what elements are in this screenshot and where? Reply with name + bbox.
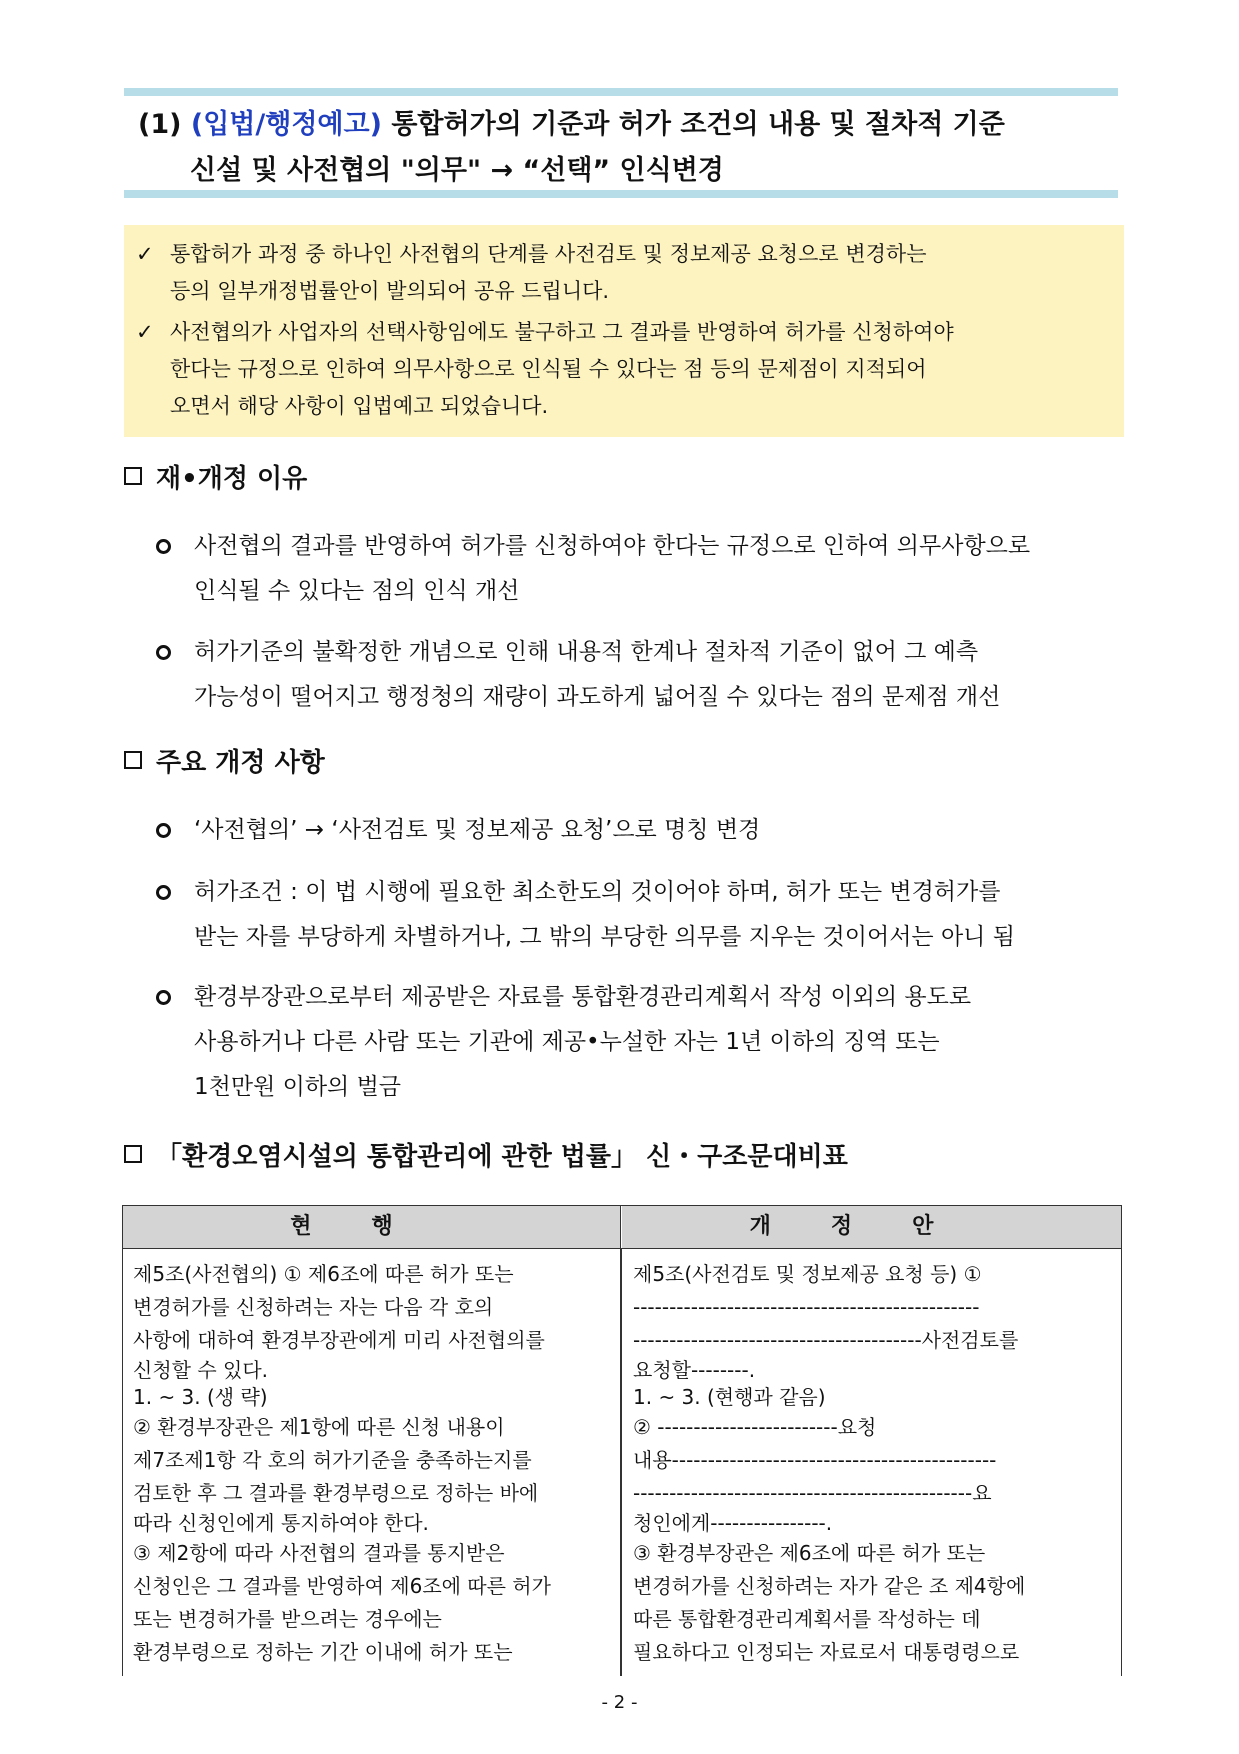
table-text-line: 내용--------------------------------------------- [633, 1448, 997, 1472]
title-box [124, 88, 1118, 198]
table-text-line: 따라 신청인에게 통지하여야 한다. [133, 1511, 429, 1535]
bullet-line: 가능성이 떨어지고 행정청의 재량이 과도하게 넓어질 수 있다는 점의 문제점 개선 [194, 684, 1001, 710]
summary-box [124, 225, 1124, 437]
bullet-line: 허가기준의 불확정한 개념으로 인해 내용적 한계나 절차적 기준이 없어 그 예측 [194, 639, 979, 665]
title-number: (1) [138, 109, 182, 140]
summary-line: 오면서 해당 사항이 입법예고 되었습니다. [170, 394, 549, 418]
bullet-line: 받는 자를 부당하게 차별하거나, 그 밖의 부당한 의무를 지우는 것이어서는 아니 됨 [194, 924, 1015, 950]
table-text-line: 1. ~ 3. (현행과 같음) [633, 1385, 826, 1409]
title-line-2: 신설 및 사전협의 "의무" → “선택” 인식변경 [190, 155, 724, 186]
table-text-line: 청인에게----------------. [633, 1511, 833, 1535]
table-text-line: -----------------------------------------------요 [633, 1481, 992, 1505]
bullet-line: 사용하거나 다른 사람 또는 기관에 제공•누설한 자는 1년 이하의 징역 또는 [194, 1029, 940, 1055]
checkbox-square-icon [124, 467, 142, 485]
summary-line: 등의 일부개정법률안이 발의되어 공유 드립니다. [170, 279, 610, 303]
title-bottom-bar [124, 190, 1118, 198]
circle-bullet-icon [156, 539, 171, 554]
checkbox-square-icon [124, 751, 142, 769]
bullet-line: 인식될 수 있다는 점의 인식 개선 [194, 578, 520, 604]
table-text-line: 제5조(사전검토 및 정보제공 요청 등) ① [633, 1262, 982, 1286]
table-text-line: 1. ~ 3. (생 략) [133, 1385, 268, 1409]
table-text-line: 신청인은 그 결과를 반영하여 제6조에 따른 허가 [133, 1574, 551, 1598]
section-heading-text: 「환경오염시설의 통합관리에 관한 법률」 신・구조문대비표 [156, 1142, 848, 1172]
title-line-1 [138, 102, 1005, 141]
section-heading-text: 재•개정 이유 [156, 464, 308, 494]
table-text-line: 제5조(사전협의) ① 제6조에 따른 허가 또는 [133, 1262, 514, 1286]
circle-bullet-icon [156, 645, 171, 660]
check-icon: ✓ [136, 320, 154, 344]
table-text-line: 또는 변경허가를 받으려는 경우에는 [133, 1607, 442, 1631]
section-heading [124, 1136, 848, 1173]
table-text-line: 사항에 대하여 환경부장관에게 미리 사전협의를 [133, 1328, 545, 1352]
revised-text-column [633, 1258, 1111, 1669]
table-text-line: ③ 환경부장관은 제6조에 따른 허가 또는 [633, 1541, 986, 1565]
checkbox-square-icon [124, 1145, 142, 1163]
circle-bullet-icon [156, 885, 171, 900]
bullet-line: 1천만원 이하의 벌금 [194, 1074, 401, 1100]
current-text-column [133, 1258, 611, 1669]
table-text-line: ③ 제2항에 따라 사전협의 결과를 통지받은 [133, 1541, 505, 1565]
table-text-line: 변경허가를 신청하려는 자는 다음 각 호의 [133, 1295, 494, 1319]
page-number: - 2 - [601, 1692, 638, 1713]
table-text-line: 환경부령으로 정하는 기간 이내에 허가 또는 [133, 1640, 513, 1664]
circle-bullet-icon [156, 823, 171, 838]
title-line1-text: 통합허가의 기준과 허가 조건의 내용 및 절차적 기준 [391, 109, 1005, 140]
table-header-current: 현행 [123, 1206, 621, 1249]
table-header-revised: 개정안 [622, 1206, 1121, 1249]
table-text-line: 따른 통합환경관리계획서를 작성하는 데 [633, 1607, 981, 1631]
table-text-line: ② 환경부장관은 제1항에 따른 신청 내용이 [133, 1415, 505, 1439]
summary-line: 한다는 규정으로 인하여 의무사항으로 인식될 수 있다는 점 등의 문제점이 지적되어 [170, 357, 927, 381]
comparison-table [122, 1205, 1122, 1676]
table-text-line: 변경허가를 신청하려는 자가 같은 조 제4항에 [633, 1574, 1026, 1598]
summary-line: 사전협의가 사업자의 선택사항임에도 불구하고 그 결과를 반영하여 허가를 신청하여야 [170, 320, 954, 344]
check-icon: ✓ [136, 242, 154, 266]
table-text-line: ------------------------------------------------ [633, 1295, 980, 1319]
section-heading [124, 742, 325, 779]
table-text-line: 신청할 수 있다. [133, 1358, 268, 1382]
bullet-line: 사전협의 결과를 반영하여 허가를 신청하여야 한다는 규정으로 인하여 의무사항으로 [194, 533, 1031, 559]
title-top-bar [124, 88, 1118, 96]
table-text-line: ② -------------------------요청 [633, 1415, 877, 1439]
section-heading-text: 주요 개정 사항 [156, 748, 325, 778]
section-heading [124, 458, 307, 495]
title-tag: (입법/행정예고) [190, 109, 382, 140]
table-text-line: 검토한 후 그 결과를 환경부령으로 정하는 바에 [133, 1481, 539, 1505]
table-text-line: 필요하다고 인정되는 자료로서 대통령령으로 [633, 1640, 1020, 1664]
bullet-line: 환경부장관으로부터 제공받은 자료를 통합환경관리계획서 작성 이외의 용도로 [194, 984, 972, 1010]
table-text-line: ----------------------------------------사전검토를 [633, 1328, 1019, 1352]
table-divider [620, 1248, 622, 1676]
bullet-line: 허가조건 : 이 법 시행에 필요한 최소한도의 것이어야 하며, 허가 또는 변경허가를 [194, 879, 1001, 905]
table-text-line: 제7조제1항 각 호의 허가기준을 충족하는지를 [133, 1448, 532, 1472]
table-text-line: 요청할--------. [633, 1358, 756, 1382]
bullet-line: ‘사전협의’ → ‘사전검토 및 정보제공 요청’으로 명칭 변경 [194, 817, 761, 843]
summary-line: 통합허가 과정 중 하나인 사전협의 단계를 사전검토 및 정보제공 요청으로 변경하는 [170, 242, 927, 266]
circle-bullet-icon [156, 990, 171, 1005]
